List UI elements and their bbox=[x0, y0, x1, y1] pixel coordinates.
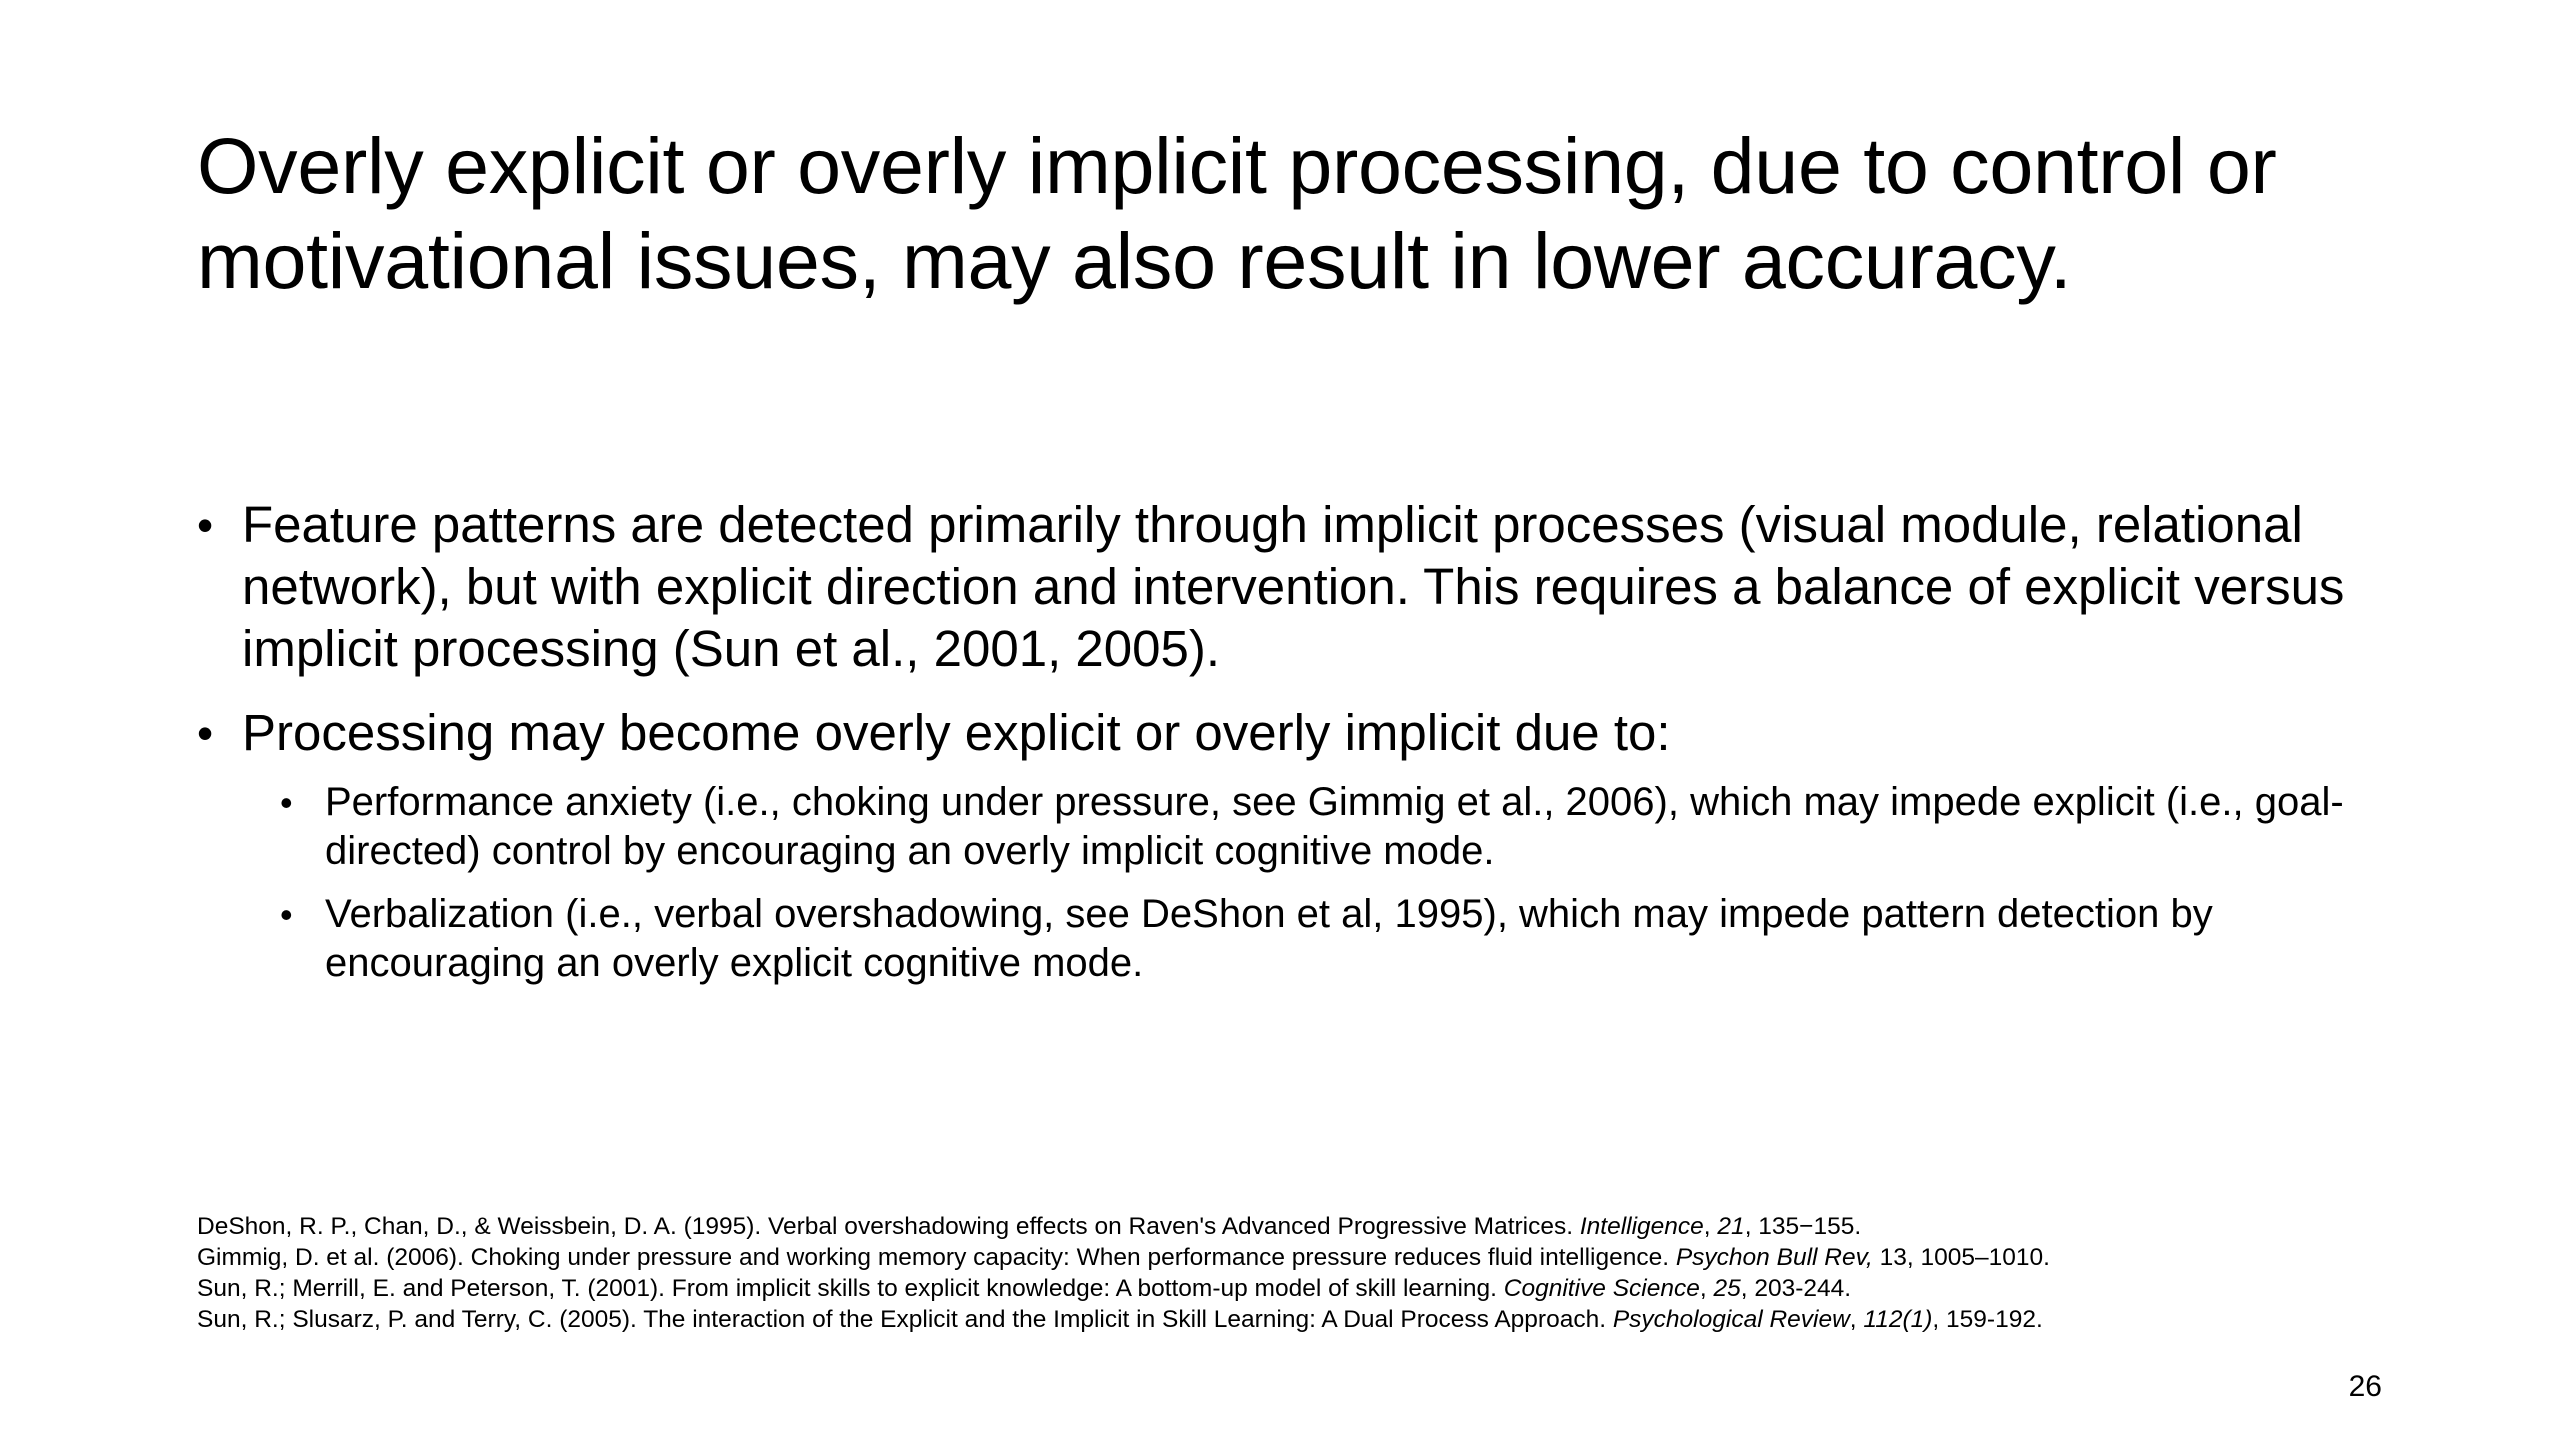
sub-bullet-item bbox=[280, 890, 2427, 988]
bullet-glyph: • bbox=[197, 707, 214, 759]
reference-text: Sun, R.; Slusarz, P. and Terry, C. (2005). The interaction of the Explicit and the Implicit in Skill Learning: A Dual Process Approach. bbox=[197, 1306, 1613, 1333]
page-number: 26 bbox=[2348, 1370, 2382, 1403]
reference-volume: 112(1) bbox=[1863, 1306, 1933, 1333]
reference-item bbox=[197, 1273, 2457, 1304]
reference-item bbox=[197, 1211, 2457, 1242]
reference-volume: 21 bbox=[1717, 1213, 1745, 1240]
reference-pages: 13, 1005–1010. bbox=[1872, 1244, 2050, 1271]
reference-text: DeShon, R. P., Chan, D., & Weissbein, D. A. (1995). Verbal overshadowing effects on Raven's Advanced Progressive Matrices. bbox=[197, 1213, 1580, 1240]
reference-pages: , 135−155. bbox=[1744, 1213, 1862, 1240]
reference-journal: Intelligence bbox=[1579, 1213, 1704, 1240]
sub-bullet-list bbox=[280, 778, 2427, 988]
reference-volume: 25 bbox=[1713, 1275, 1741, 1302]
reference-separator: , bbox=[1849, 1306, 1864, 1333]
slide-title: Overly explicit or overly implicit processing, due to control or motivational issues, may also result in lower accuracy. bbox=[197, 121, 2277, 305]
references bbox=[197, 1211, 2457, 1335]
bullet-item bbox=[197, 702, 2427, 988]
slide-content bbox=[197, 494, 2427, 1010]
sub-bullet-glyph: • bbox=[280, 894, 293, 935]
reference-text: Sun, R.; Merrill, E. and Peterson, T. (2001). From implicit skills to explicit knowledge: A bottom-up model of skill learning. bbox=[197, 1275, 1504, 1302]
bullet-text: Feature patterns are detected primarily through implicit processes (visual module, relational network), but with explicit direction and intervention. This requires a balance of explicit versus implicit processing (Sun et al., 2001, 2005). bbox=[242, 496, 2345, 677]
reference-item bbox=[197, 1304, 2457, 1335]
sub-bullet-text: Performance anxiety (i.e., choking under pressure, see Gimmig et al., 2006), which may impede explicit (i.e., goal-directed) control by encouraging an overly implicit cognitive mode. bbox=[325, 780, 2344, 873]
reference-pages: , 203-244. bbox=[1740, 1275, 1852, 1302]
bullet-list bbox=[197, 494, 2427, 988]
reference-pages: , 159-192. bbox=[1932, 1306, 2043, 1333]
reference-separator: , bbox=[1703, 1213, 1718, 1240]
reference-text: Gimmig, D. et al. (2006). Choking under pressure and working memory capacity: When performance pressure reduces fluid intelligence. bbox=[197, 1244, 1676, 1271]
reference-item bbox=[197, 1242, 2457, 1273]
bullet-item bbox=[197, 494, 2427, 680]
bullet-glyph: • bbox=[197, 499, 214, 551]
sub-bullet-item bbox=[280, 778, 2427, 876]
sub-bullet-glyph: • bbox=[280, 782, 293, 823]
reference-journal: Psychon Bull Rev, bbox=[1675, 1244, 1873, 1271]
bullet-text: Processing may become overly explicit or overly implicit due to: bbox=[242, 704, 1671, 761]
reference-journal: Cognitive Science bbox=[1503, 1275, 1700, 1302]
reference-separator: , bbox=[1699, 1275, 1714, 1302]
sub-bullet-text: Verbalization (i.e., verbal overshadowing, see DeShon et al, 1995), which may impede pattern detection by encouraging an overly explicit cognitive mode. bbox=[325, 892, 2213, 985]
reference-journal: Psychological Review bbox=[1612, 1306, 1850, 1333]
